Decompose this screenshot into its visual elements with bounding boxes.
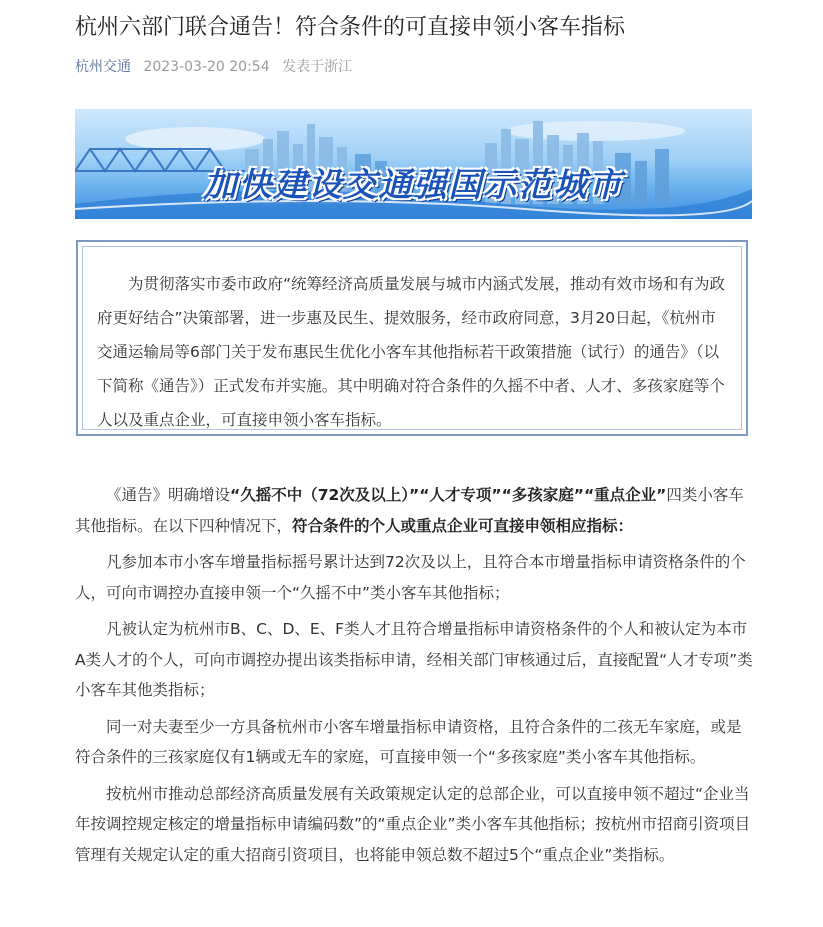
banner-slogan: 加快建设交通强国示范城市 [203,165,624,204]
paragraph-1 [75,480,753,541]
banner-image [75,109,752,219]
account-name-link[interactable]: 杭州交通 [75,59,131,75]
notice-inner [82,246,742,430]
paragraph-2: 凡参加本市小客车增量指标摇号累计达到72次及以上，且符合本市增量指标申请资格条件的个人，可向市调控办直接申领一个“久摇不中”类小客车其他指标； [75,553,746,602]
p1-emphasis: 符合条件的个人或重点企业可直接申领相应指标： [292,516,634,535]
notice-text: 为贯彻落实市委市政府“统筹经济高质量发展与城市内涵式发展，推动有效市场和有为政府更好结合”决策部署，进一步惠及民生、提效服务，经市政府同意，3月20日起，《杭州市交通运输局等6部门关于发布惠民生优化小客车其他指标若干政策措施（试行）的通告》（以下简称《通告》）正式发布并实施。其中明确对符合条件的久摇不中者、人才、多孩家庭等个人以及重点企业，可直接申领小客车指标。 [97,275,726,429]
publish-datetime: 2023-03-20 20:54 [143,59,270,75]
paragraph-3: 凡被认定为杭州市B、C、D、E、F类人才且符合增量指标申请资格条件的个人和被认定为本市A类人才的个人，可向市调控办提出该类指标申请，经相关部门审核通过后，直接配置“人才专项”类小客车其他类指标； [75,620,753,699]
article-body [75,480,753,876]
p1-intro: 《通告》明确增设 [106,486,231,504]
notice-box [76,240,748,436]
paragraph-4: 同一对夫妻至少一方具备杭州市小客车增量指标申请资格，且符合条件的二孩无车家庭，或是符合条件的三孩家庭仅有1辆或无车的家庭，可直接申领一个“多孩家庭”类小客车其他指标。 [75,717,742,766]
p1-middle: 四类小客车其他指标。在以下四种情况下， [75,486,744,535]
paragraph-5: 按杭州市推动总部经济高质量发展有关政策规定认定的总部企业，可以直接申领不超过“企业当年按调控规定核定的增量指标申请编码数”的“重点企业”类小客车其他指标；按杭州市招商引资项目管理有关规定认定的重大招商引资项目，也将能申领总数不超过5个“重点企业”类指标。 [75,784,751,864]
p1-categories: “久摇不中（72次及以上）”“人才专项”“多孩家庭”“重点企业” [230,486,667,504]
publish-location: 发表于浙江 [282,59,353,75]
article-meta [75,56,360,78]
article-title: 杭州六部门联合通告！符合条件的可直接申领小客车指标 [75,15,626,40]
